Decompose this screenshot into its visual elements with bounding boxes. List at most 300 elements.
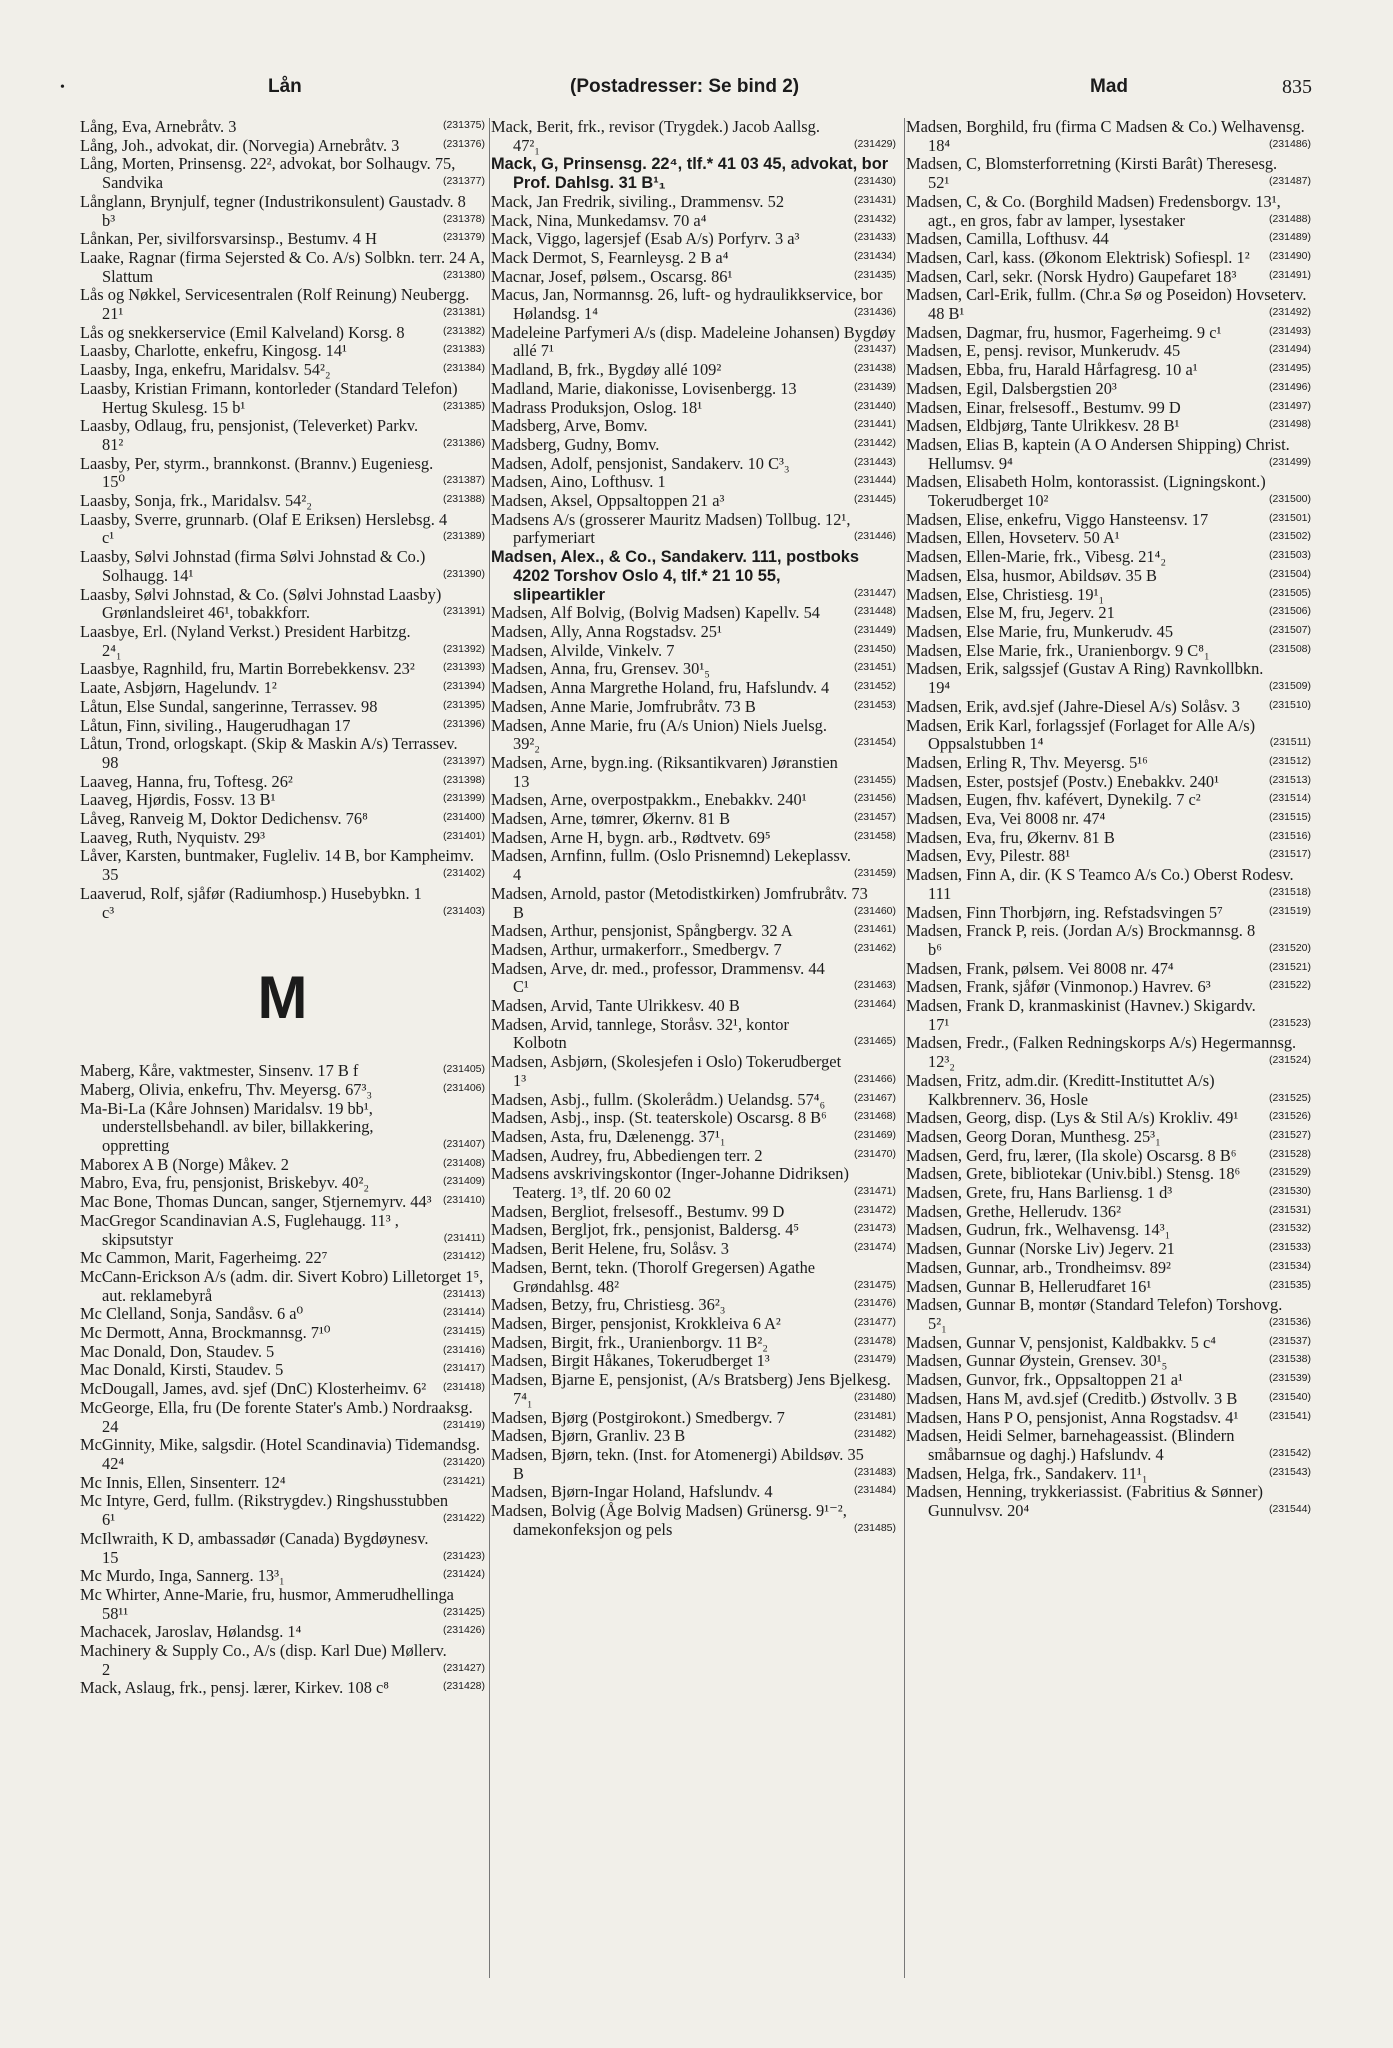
- entry-number: (231531): [1268, 1203, 1311, 1216]
- entry-text: Lång, Joh., advokat, dir. (Norvegia) Arnebråtv. 3: [80, 135, 400, 155]
- directory-entry: [80, 118, 485, 137]
- entry-text: Madsen, Bjørn, Granliv. 23 B: [491, 1426, 686, 1446]
- entry-text: Madsen, Gunnar, arb., Trondheimsv. 89²: [906, 1257, 1171, 1277]
- entry-text: Laaveg, Hanna, fru, Toftesg. 26²: [80, 771, 293, 791]
- entry-number: (231431): [853, 193, 896, 206]
- directory-entry: [906, 548, 1311, 567]
- directory-entry: [491, 623, 896, 642]
- entry-number: (231458): [853, 829, 896, 842]
- directory-entry: [491, 361, 896, 380]
- entry-text: Madsen, Erik, salgssjef (Gustav A Ring) Ravnkollbkn. 19⁴: [906, 659, 1264, 698]
- entry-number: (231522): [1268, 979, 1311, 992]
- directory-entry: [906, 155, 1311, 192]
- entry-text: Madsen, Frank, sjåfør (Vinmonop.) Havrev. 6³: [906, 977, 1211, 997]
- directory-entry: [906, 324, 1311, 343]
- entry-text: Madsen, Eva, fru, Økernv. 81 B: [906, 827, 1115, 847]
- entry-text: Madsen, Aino, Lofthusv. 1: [491, 472, 666, 492]
- entry-text: Madsen, Grete, fru, Hans Barliensg. 1 d³: [906, 1183, 1173, 1203]
- entry-number: (231484): [853, 1484, 896, 1497]
- entry-number: (231446): [853, 530, 896, 543]
- entry-text: Madsen, Arvid, Tante Ulrikkesv. 40 B: [491, 996, 740, 1016]
- entry-text: Madsen, Bolvig (Åge Bolvig Madsen) Grünersg. 9¹⁻², damekonfeksjon og pels: [491, 1501, 847, 1539]
- directory-entry: [491, 791, 896, 810]
- entry-text: Madsen, Georg, disp. (Lys & Stil A/s) Krokliv. 49¹: [906, 1108, 1239, 1128]
- directory-entry: [491, 1296, 896, 1315]
- entry-text: Madsen, E, pensj. revisor, Munkerudv. 45: [906, 341, 1181, 361]
- entry-text: Lång, Morten, Prinsensg. 22², advokat, bor Solhaugv. 75, Sandvika: [80, 154, 456, 193]
- entry-text: Madsberg, Arve, Bomv.: [491, 416, 648, 436]
- entry-text: Madsen, Franck P, reis. (Jordan A/s) Brockmannsg. 8 b⁶: [906, 921, 1256, 959]
- entry-text: Laasbye, Erl. (Nyland Verkst.) President Harbitzg. 2⁴₁: [80, 621, 411, 660]
- entry-number: (231488): [1268, 212, 1311, 225]
- entry-text: Madsen, Evy, Pilestr. 88¹: [906, 846, 1071, 866]
- directory-entry: [491, 1409, 896, 1428]
- entry-number: (231542): [1268, 1446, 1311, 1459]
- entry-text: Madsen, Adolf, pensjonist, Sandakerv. 10 C³₃: [491, 453, 790, 473]
- entry-number: (231428): [442, 1680, 485, 1693]
- directory-entry: [80, 1343, 485, 1362]
- directory-entry: [80, 492, 485, 511]
- entry-text: McGinnity, Mike, salgsdir. (Hotel Scandinavia) Tidemandsg. 42⁴: [80, 1435, 481, 1473]
- entry-text: Madsen, Finn A, dir. (K S Teamco A/s Co.) Oberst Rodesv. 111: [906, 865, 1294, 903]
- directory-entry: [906, 193, 1311, 230]
- directory-entry: [906, 268, 1311, 287]
- directory-entry: [80, 1436, 485, 1473]
- entry-number: (231397): [442, 754, 485, 767]
- entry-number: (231435): [853, 268, 896, 281]
- entry-text: Mc Dermott, Anna, Brockmannsg. 7¹⁰: [80, 1323, 331, 1343]
- entry-number: (231511): [1269, 736, 1311, 749]
- column-divider: [904, 118, 905, 1978]
- entry-text: Madsen, Borghild, fru (firma C Madsen & Co.) Welhavensg. 18⁴: [906, 117, 1305, 155]
- entry-text: Madsen, Fritz, adm.dir. (Kreditt-Instituttet A/s) Kalkbrennerv. 36, Hosle: [906, 1070, 1215, 1109]
- entry-number: (231525): [1268, 1091, 1311, 1104]
- entry-number: (231524): [1268, 1054, 1311, 1067]
- entry-text: Madsen, Anne Marie, Jomfrubråtv. 73 B: [491, 696, 756, 716]
- entry-text: Madsen, Asbj., insp. (St. teaterskole) Oscarsg. 8 B⁶: [491, 1108, 827, 1128]
- directory-entry: [491, 118, 896, 155]
- directory-entry: [906, 754, 1311, 773]
- page-number: 835: [1282, 76, 1312, 98]
- entry-text: Madrass Produksjon, Oslog. 18¹: [491, 397, 703, 417]
- directory-entry: [80, 623, 485, 660]
- entry-text: Madsen, Eva, Vei 8008 nr. 47⁴: [906, 809, 1106, 829]
- entry-number: (231432): [853, 212, 896, 225]
- entry-text: Madsen, Else, Christiesg. 19¹₁: [906, 584, 1105, 604]
- directory-entry: [491, 642, 896, 661]
- entry-number: (231536): [1268, 1316, 1311, 1328]
- entry-text: Madsen, Gudrun, frk., Welhavensg. 14³₁: [906, 1220, 1171, 1240]
- entry-number: (231375): [442, 119, 485, 131]
- entry-number: (231513): [1268, 773, 1311, 786]
- directory-entry: [491, 193, 896, 212]
- entry-number: (231497): [1268, 399, 1311, 412]
- entry-text: Mc Cammon, Marit, Fagerheimg. 22⁷: [80, 1248, 328, 1268]
- directory-entry: [906, 717, 1311, 754]
- directory-entry: [80, 324, 485, 343]
- directory-entry: [906, 829, 1311, 848]
- entry-text: Madsen, Birgit Håkanes, Tokerudberget 1³: [491, 1351, 770, 1371]
- entry-text: Madsen, Carl-Erik, fullm. (Chr.a Sø og Poseidon) Hovseterv. 48 B¹: [906, 285, 1307, 324]
- entry-number: (231390): [442, 567, 485, 580]
- directory-entry: [906, 1390, 1311, 1409]
- column-1: [80, 118, 485, 1698]
- entry-number: (231412): [442, 1250, 485, 1263]
- entry-number: (231406): [442, 1081, 485, 1094]
- entry-text: Laasby, Sølvi Johnstad (firma Sølvi Johnstad & Co.) Solhaugg. 14¹: [80, 547, 426, 585]
- directory-entry: [491, 941, 896, 960]
- entry-text: Madsen, Henning, trykkeriassist. (Fabritius & Sønner) Gunnulvsv. 20⁴: [906, 1482, 1263, 1521]
- entry-number: (231451): [853, 661, 896, 674]
- directory-entry: [906, 791, 1311, 810]
- entry-number: (231430): [853, 175, 896, 188]
- directory-entry: [80, 679, 485, 698]
- directory-entry: [80, 586, 485, 623]
- entry-text: Lås og snekkerservice (Emil Kalveland) Korsg. 8: [80, 322, 405, 342]
- entry-number: (231392): [442, 642, 485, 655]
- entry-text: Madsen, Gunnar B, Hellerudfaret 16¹: [906, 1276, 1152, 1296]
- entry-number: (231503): [1268, 549, 1311, 562]
- entry-number: (231436): [853, 306, 896, 319]
- entry-number: (231456): [853, 792, 896, 805]
- directory-entry: [491, 1128, 896, 1147]
- entry-text: Madsen, Arnfinn, fullm. (Oslo Prisnemnd) Lekeplassv. 4: [491, 846, 851, 885]
- entry-number: (231480): [853, 1390, 896, 1403]
- entry-text: Madsen, Gunnar Øystein, Grensev. 30¹₅: [906, 1351, 1168, 1371]
- directory-entry: [906, 1034, 1311, 1071]
- entry-text: Madsen, Arve, dr. med., professor, Drammensv. 44 C¹: [491, 958, 825, 997]
- entry-text: Laasby, Odlaug, fru, pensjonist, (Televerket) Parkv. 81²: [80, 416, 419, 454]
- entry-number: (231385): [442, 399, 485, 412]
- directory-entry: [906, 960, 1311, 979]
- entry-number: (231502): [1268, 530, 1311, 543]
- directory-entry: [491, 717, 896, 754]
- entry-text: Madsen, Anna Margrethe Holand, fru, Hafslundv. 4: [491, 678, 830, 698]
- entry-number: (231422): [442, 1512, 485, 1525]
- entry-text: Madsen, Finn Thorbjørn, ing. Refstadsvingen 5⁷: [906, 902, 1223, 922]
- entry-text: Madsen, Gunnar B, montør (Standard Telefon) Torshovg. 5²₁: [906, 1295, 1283, 1333]
- directory-entry: [906, 1259, 1311, 1278]
- entry-number: (231498): [1268, 418, 1311, 431]
- entry-text: McDougall, James, avd. sjef (DnC) Klosterheimv. 6²: [80, 1379, 427, 1399]
- entry-text: Laasby, Sonja, frk., Maridalsv. 54²₂: [80, 491, 313, 511]
- entry-text: Madeleine Parfymeri A/s (disp. Madeleine Johansen) Bygdøy allé 7¹: [491, 322, 896, 361]
- entry-number: (231470): [853, 1147, 896, 1160]
- entry-text: Mack, Jan Fredrik, siviling., Drammensv. 52: [491, 191, 785, 211]
- entry-number: (231509): [1268, 680, 1311, 693]
- entry-number: (231532): [1268, 1222, 1311, 1235]
- entry-number: (231387): [442, 474, 485, 487]
- directory-entry: [906, 361, 1311, 380]
- entry-text: Mc Murdo, Inga, Sannerg. 13³₁: [80, 1566, 285, 1586]
- directory-entry: [906, 623, 1311, 642]
- directory-entry: [491, 1203, 896, 1222]
- entry-text: Madsen, Elsa, husmor, Abildsøv. 35 B: [906, 565, 1157, 585]
- entry-number: (231521): [1268, 960, 1311, 973]
- entry-text: Mac Bone, Thomas Duncan, sanger, Stjernemyrv. 44³: [80, 1192, 432, 1212]
- entry-text: McCann-Erickson A/s (adm. dir. Sivert Kobro) Lilletorget 1⁵, aut. reklamebyrå: [80, 1266, 484, 1305]
- entry-number: (231442): [853, 436, 896, 449]
- entry-text: Madsen, Bergljot, frk., pensjonist, Baldersg. 4⁵: [491, 1220, 800, 1240]
- directory-entry: [80, 1623, 485, 1642]
- directory-entry: [80, 286, 485, 323]
- entry-text: MacGregor Scandinavian A.S, Fuglehaugg. 11³ , skipsutstyr: [80, 1210, 399, 1249]
- running-head-left: Lån: [268, 76, 302, 97]
- entry-number: (231477): [853, 1316, 896, 1328]
- entry-text: Mc Whirter, Anne-Marie, fru, husmor, Ammerudhellinga 58¹¹: [80, 1584, 454, 1623]
- entry-text: Madsen, Arthur, pensjonist, Spångbergv. 32 A: [491, 921, 793, 941]
- entry-text: Madsen, Elise, enkefru, Viggo Hansteensv. 17: [906, 509, 1209, 529]
- directory-entry: [80, 548, 485, 585]
- entry-number: (231475): [853, 1278, 896, 1291]
- entry-text: Machacek, Jaroslav, Hølandsg. 1⁴: [80, 1622, 302, 1642]
- entry-number: (231401): [442, 829, 485, 842]
- directory-entry: [491, 885, 896, 922]
- entry-text: Låver, Karsten, buntmaker, Fugleliv. 14 B, bor Kampheimv. 35: [80, 846, 474, 885]
- entry-text: Madsens avskrivingskontor (Inger-Johanne Didriksen) Teaterg. 1³, tlf. 20 60 02: [491, 1164, 849, 1203]
- directory-entry: [80, 342, 485, 361]
- entry-number: (231479): [853, 1353, 896, 1366]
- directory-entry: [906, 922, 1311, 959]
- directory-entry: [80, 511, 485, 548]
- running-head-right: Mad: [1090, 76, 1128, 97]
- entry-text: Maborex A B (Norge) Måkev. 2: [80, 1154, 289, 1174]
- entry-text: Mack, Nina, Munkedamsv. 70 a⁴: [491, 210, 707, 230]
- entry-number: (231423): [442, 1549, 485, 1562]
- entry-number: (231421): [442, 1474, 485, 1487]
- directory-entry: [906, 1147, 1311, 1166]
- entry-number: (231450): [853, 642, 896, 655]
- entry-number: (231433): [853, 231, 896, 244]
- directory-entry: [491, 473, 896, 492]
- directory-entry: [906, 1427, 1311, 1464]
- entry-text: Madsen, Ally, Anna Rogstadsv. 25¹: [491, 621, 722, 641]
- entry-text: Madsen, Hans M, avd.sjef (Creditb.) Østvollv. 3 B: [906, 1388, 1238, 1408]
- entry-number: (231452): [853, 680, 896, 693]
- directory-entry: [80, 829, 485, 848]
- entry-text: Madsen, Carl, sekr. (Norsk Hydro) Gaupefaret 18³: [906, 266, 1237, 286]
- directory-entry: [491, 1371, 896, 1408]
- entry-text: Madsen, Gerd, fru, lærer, (Ila skole) Oscarsg. 8 B⁶: [906, 1145, 1237, 1165]
- entry-text: Macnar, Josef, pølsem., Oscarsg. 86¹: [491, 266, 733, 286]
- entry-text: Laasby, Charlotte, enkefru, Kingosg. 14¹: [80, 341, 347, 361]
- entry-number: (231468): [853, 1110, 896, 1123]
- directory-entry: [491, 286, 896, 323]
- entry-number: (231449): [853, 623, 896, 636]
- entry-text: Ma-Bi-La (Kåre Johnsen) Maridalsv. 19 bb¹, understellsbehandl. av biler, billakkering, oppretting: [80, 1098, 374, 1156]
- entry-text: Madsen, Alf Bolvig, (Bolvig Madsen) Kapellv. 54: [491, 603, 820, 623]
- directory-entry: [906, 1296, 1311, 1333]
- entry-number: (231417): [442, 1362, 485, 1375]
- directory-entry: [906, 1465, 1311, 1484]
- entry-number: (231541): [1268, 1409, 1311, 1422]
- entry-number: (231443): [853, 455, 896, 468]
- directory-entry: [906, 1483, 1311, 1520]
- entry-number: (231514): [1268, 792, 1311, 805]
- directory-entry: [491, 754, 896, 791]
- entry-number: (231460): [853, 904, 896, 917]
- directory-entry: [906, 1165, 1311, 1184]
- entry-text: Mac Donald, Kirsti, Staudev. 5: [80, 1360, 284, 1380]
- entry-text: Laaveg, Hjørdis, Fossv. 13 B¹: [80, 790, 276, 810]
- directory-entry: [80, 1586, 485, 1623]
- entry-text: Madsen, Aksel, Oppsaltoppen 21 a³: [491, 491, 725, 511]
- entry-number: (231516): [1268, 829, 1311, 842]
- entry-text: Laasbye, Ragnhild, fru, Martin Borrebekkensv. 23²: [80, 659, 415, 679]
- directory-entry: [80, 1380, 485, 1399]
- directory-entry: [80, 717, 485, 736]
- directory-entry: [906, 1109, 1311, 1128]
- directory-entry: [491, 436, 896, 455]
- entry-number: (231471): [853, 1185, 896, 1198]
- entry-number: (231499): [1268, 455, 1311, 468]
- directory-entry: [491, 1016, 896, 1053]
- entry-number: (231538): [1268, 1353, 1311, 1366]
- entry-text: Madsen, C, & Co. (Borghild Madsen) Fredensborgv. 13¹, agt., en gros, fabr av lamper, lysestaker: [906, 191, 1281, 230]
- directory-entry: [906, 1184, 1311, 1203]
- directory-entry: [906, 417, 1311, 436]
- entry-number: (231386): [442, 436, 485, 449]
- entry-text: Madsen, Alex., & Co., Sandakerv. 111, postboks 4202 Torshov Oslo 4, tlf.* 21 10 55, slipeartikler: [491, 548, 860, 604]
- entry-text: Maberg, Olivia, enkefru, Thv. Meyersg. 67³₃: [80, 1079, 373, 1099]
- directory-entry: [906, 1203, 1311, 1222]
- directory-entry: [491, 847, 896, 884]
- entry-number: (231544): [1268, 1503, 1311, 1516]
- entry-text: Låtun, Finn, siviling., Haugerudhagan 17: [80, 715, 351, 735]
- entry-text: Madsen, Alvilde, Vinkelv. 7: [491, 640, 675, 660]
- directory-entry: [80, 1249, 485, 1268]
- entry-text: Laake, Ragnar (firma Sejersted & Co. A/s) Solbkn. terr. 24 A, Slattum: [80, 247, 485, 286]
- entry-text: Madsen, Arne, bygn.ing. (Riksantikvaren) Jøranstien 13: [491, 752, 838, 791]
- entry-text: Laasby, Per, styrm., brannkonst. (Brannv.) Eugeniesg. 15⁰: [80, 453, 434, 492]
- entry-text: Maberg, Kåre, vaktmester, Sinsenv. 17 B f: [80, 1061, 359, 1081]
- directory-entry: [491, 380, 896, 399]
- directory-entry: [80, 193, 485, 230]
- directory-entry: [906, 642, 1311, 661]
- directory-entry: [80, 1193, 485, 1212]
- directory-entry: [491, 1352, 896, 1371]
- entry-text: Madsen, Gunnar V, pensjonist, Kaldbakkv. 5 c⁴: [906, 1332, 1216, 1352]
- directory-entry: [491, 1259, 896, 1296]
- directory-entry: [491, 249, 896, 268]
- entry-text: Madsen, Arvid, tannlege, Storåsv. 32¹, kontor Kolbotn: [491, 1014, 789, 1053]
- entry-number: (231517): [1268, 848, 1311, 861]
- entry-text: Madsens A/s (grosserer Mauritz Madsen) Tollbug. 12¹, parfymeriart: [491, 509, 851, 548]
- directory-entry: [491, 922, 896, 941]
- entry-number: (231487): [1268, 175, 1311, 188]
- entry-number: (231533): [1268, 1241, 1311, 1254]
- directory-entry: [906, 118, 1311, 155]
- directory-entry: [80, 1642, 485, 1679]
- directory-entry: [906, 866, 1311, 903]
- directory-entry: [80, 1492, 485, 1529]
- directory-entry: [906, 904, 1311, 923]
- entry-number: (231520): [1268, 941, 1311, 954]
- entry-text: Madsen, Frank, pølsem. Vei 8008 nr. 47⁴: [906, 958, 1174, 978]
- directory-entry: [491, 1091, 896, 1110]
- entry-text: Madsen, Grethe, Hellerudv. 136²: [906, 1201, 1122, 1221]
- entry-number: (231427): [442, 1661, 485, 1674]
- directory-entry: [906, 380, 1311, 399]
- directory-entry: [80, 698, 485, 717]
- entry-number: (231400): [442, 811, 485, 824]
- directory-entry: [906, 1128, 1311, 1147]
- entry-text: Madsen, Bjarne E, pensjonist, (A/s Bratsberg) Jens Bjelkesg. 7⁴₁: [491, 1370, 891, 1408]
- column-2: [491, 118, 896, 1539]
- entry-number: (231512): [1268, 754, 1311, 767]
- entry-number: (231493): [1268, 324, 1311, 337]
- entry-number: (231467): [853, 1091, 896, 1104]
- directory-entry: [80, 137, 485, 156]
- directory-entry: [491, 1446, 896, 1483]
- entry-number: (231506): [1268, 605, 1311, 618]
- directory-entry: [80, 885, 485, 922]
- entry-number: (231391): [442, 605, 485, 618]
- entry-number: (231459): [853, 867, 896, 880]
- entry-text: Långlann, Brynjulf, tegner (Industrikonsulent) Gaustadv. 8 b³: [80, 191, 466, 230]
- entry-text: Madsen, Birgit, frk., Uranienborgv. 11 B²₂: [491, 1332, 768, 1352]
- entry-text: Laaverud, Rolf, sjåfør (Radiumhosp.) Husebybkn. 1 c³: [80, 883, 422, 922]
- entry-number: (231494): [1268, 343, 1311, 356]
- directory-entry: [491, 1502, 896, 1539]
- directory-entry: [80, 1567, 485, 1586]
- directory-entry: [906, 1409, 1311, 1428]
- entry-text: Madsen, Carl, kass. (Økonom Elektrisk) Sofiespl. 1²: [906, 247, 1250, 267]
- entry-text: Madsen, Arthur, urmakerforr., Smedbergv. 7: [491, 939, 782, 959]
- entry-number: (231518): [1268, 885, 1311, 898]
- directory-entry: [80, 1268, 485, 1305]
- entry-number: (231519): [1268, 904, 1311, 917]
- entry-number: (231410): [442, 1194, 485, 1207]
- entry-number: (231489): [1268, 231, 1311, 244]
- entry-number: (231476): [853, 1297, 896, 1310]
- directory-entry: [906, 978, 1311, 997]
- entry-number: (231515): [1268, 811, 1311, 824]
- entry-number: (231380): [442, 268, 485, 281]
- entry-text: Madsen, Gunnar (Norske Liv) Jegerv. 21: [906, 1239, 1175, 1259]
- entry-number: (231508): [1268, 642, 1311, 655]
- entry-text: Madsen, Bergliot, frelsesoff., Bestumv. 99 D: [491, 1201, 785, 1221]
- entry-text: Mc Intyre, Gerd, fullm. (Rikstrygdev.) Ringshusstubben 6¹: [80, 1491, 449, 1530]
- directory-entry: [906, 586, 1311, 605]
- directory-entry: [906, 230, 1311, 249]
- entry-text: Madsen, Ester, postsjef (Postv.) Enebakkv. 240¹: [906, 771, 1220, 791]
- directory-entry: [491, 604, 896, 623]
- entry-number: (231403): [442, 904, 485, 917]
- entry-text: Madsen, Erik Karl, forlagssjef (Forlaget for Alle A/s) Oppsalstubben 1⁴: [906, 715, 1256, 754]
- entry-text: Madsen, Bjørn, tekn. (Inst. for Atomenergi) Abildsøv. 35 B: [491, 1444, 864, 1483]
- directory-entry: [80, 155, 485, 192]
- directory-entry: [906, 1371, 1311, 1390]
- directory-entry: [906, 1240, 1311, 1259]
- entry-number: (231441): [853, 418, 896, 431]
- entry-text: Mc Innis, Ellen, Sinsenterr. 12⁴: [80, 1472, 286, 1492]
- directory-entry: [491, 511, 896, 548]
- entry-text: Låtun, Trond, orlogskapt. (Skip & Maskin A/s) Terrassev. 98: [80, 734, 458, 772]
- entry-text: McIlwraith, K D, ambassadør (Canada) Bygdøynesv. 15: [80, 1528, 429, 1567]
- entry-text: Laasby, Inga, enkefru, Maridalsv. 54²₂: [80, 360, 331, 380]
- entry-number: (231529): [1268, 1166, 1311, 1179]
- entry-text: Madsen, Einar, frelsesoff., Bestumv. 99 D: [906, 397, 1181, 417]
- entry-text: Madsen, Arne, tømrer, Økernv. 81 B: [491, 809, 731, 829]
- entry-number: (231457): [853, 811, 896, 824]
- entry-text: Madsen, Asta, fru, Dælenengg. 37¹₁: [491, 1126, 726, 1146]
- entry-number: (231482): [853, 1428, 896, 1441]
- entry-number: (231445): [853, 493, 896, 506]
- entry-number: (231454): [853, 736, 896, 749]
- entry-number: (231411): [443, 1231, 485, 1244]
- entry-number: (231501): [1268, 511, 1311, 524]
